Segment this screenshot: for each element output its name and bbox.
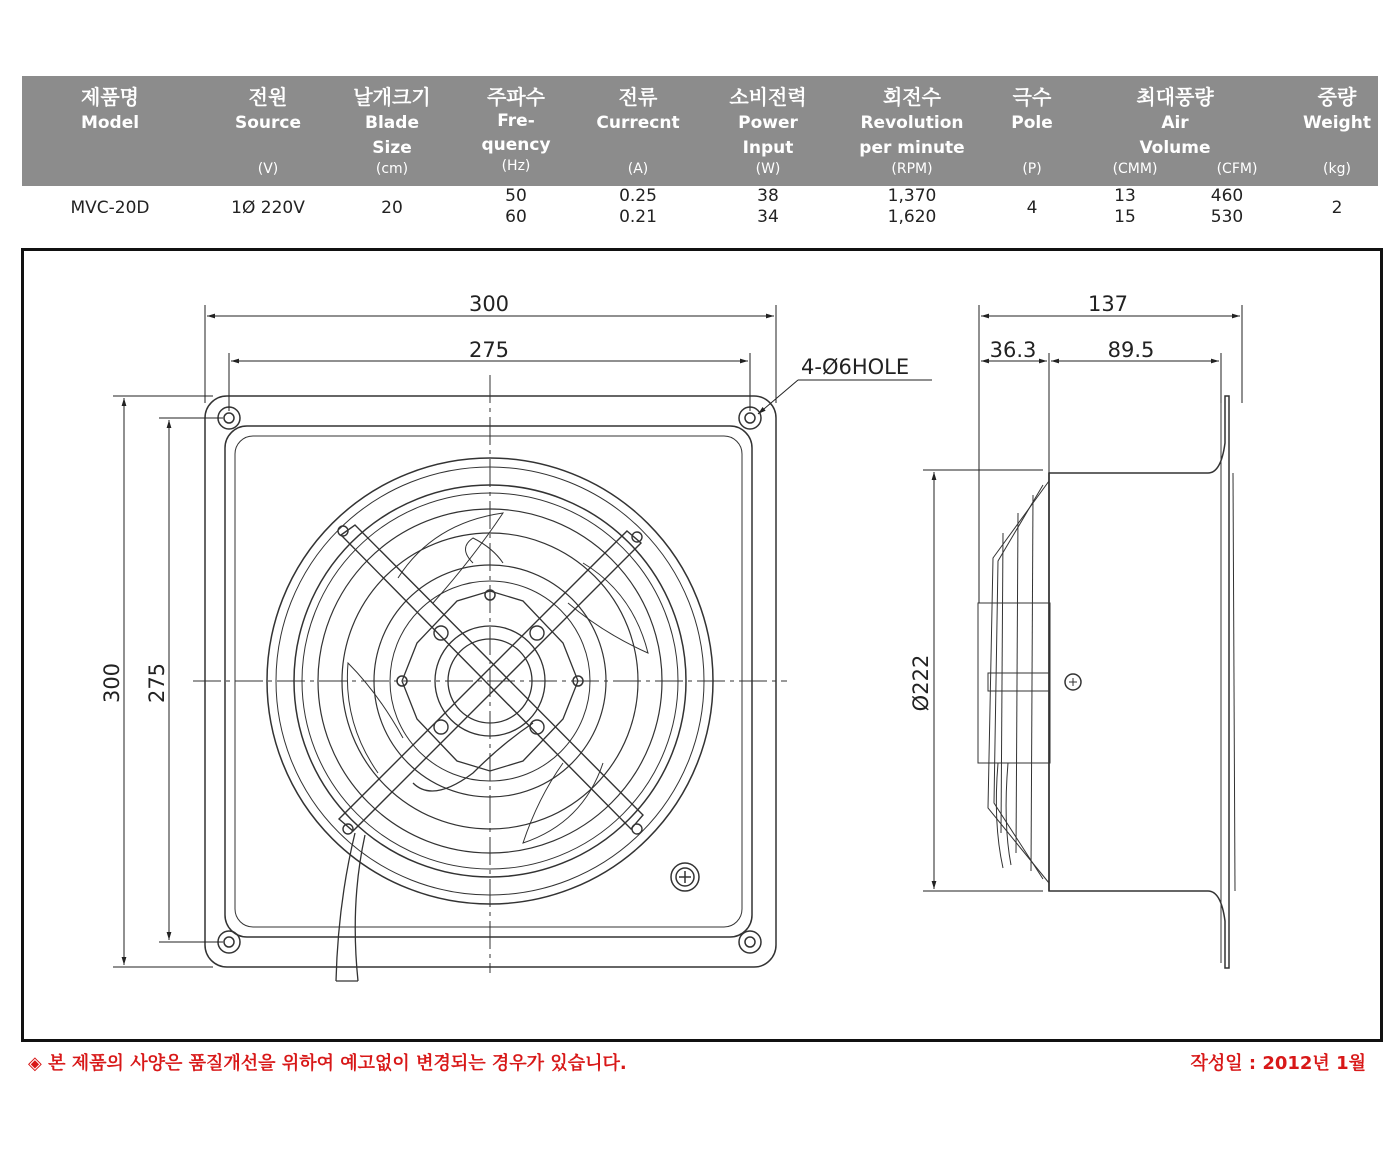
header-blade-ko: 날개크기 xyxy=(353,85,431,109)
header-blade-en: Blade Size xyxy=(365,113,419,158)
value-weight: 2 xyxy=(1331,198,1343,218)
value-power-50: 38 xyxy=(757,186,779,206)
header-current-unit: (A) xyxy=(627,161,649,177)
dim-side-depth-total: 137 xyxy=(1087,292,1129,316)
value-model: MVC-20D xyxy=(70,198,150,218)
header-blade xyxy=(332,76,452,186)
header-rpm xyxy=(842,76,982,186)
header-rpm-unit: (RPM) xyxy=(891,161,933,177)
header-rpm-en: Revolution per minute xyxy=(859,113,965,158)
value-cmm-60: 15 xyxy=(1114,207,1136,227)
header-power-ko: 소비전력 xyxy=(729,85,807,109)
side-motor-body xyxy=(978,603,1050,763)
header-current-ko: 전류 xyxy=(618,85,658,109)
value-freq-60: 60 xyxy=(505,207,527,227)
spec-table-header xyxy=(22,76,1378,186)
technical-drawing-frame xyxy=(21,248,1383,1042)
header-model-ko: 제품명 xyxy=(81,85,139,109)
header-pole xyxy=(977,76,1087,186)
value-rpm-60: 1,620 xyxy=(887,207,937,227)
header-freq-en: Fre- quency xyxy=(481,111,551,155)
dim-side-depth-b: 89.5 xyxy=(1107,338,1155,362)
side-dimensions xyxy=(923,305,1242,891)
header-pole-en: Pole xyxy=(1011,113,1053,133)
value-cfm-50: 460 xyxy=(1210,186,1244,206)
dim-front-height-holes: 275 xyxy=(145,662,169,704)
dim-side-depth-a: 36.3 xyxy=(989,338,1037,362)
header-blade-unit: (cm) xyxy=(375,161,409,177)
header-pole-ko: 극수 xyxy=(1012,85,1052,109)
header-weight xyxy=(1292,76,1382,186)
header-power-en: Power Input xyxy=(738,113,798,158)
header-airvolume-cmm: (CMM) xyxy=(1112,161,1158,177)
technical-drawing xyxy=(24,251,1380,1039)
value-source: 1Ø 220V xyxy=(231,198,305,218)
value-blade: 20 xyxy=(381,198,403,218)
header-current xyxy=(578,76,698,186)
header-airvolume xyxy=(1090,76,1260,186)
header-model-en: Model xyxy=(80,113,140,133)
value-rpm-50: 1,370 xyxy=(887,186,937,206)
header-weight-en: Weight xyxy=(1303,113,1371,133)
side-view xyxy=(978,396,1235,968)
header-weight-unit: (kg) xyxy=(1323,161,1351,177)
header-rpm-ko: 회전수 xyxy=(883,85,941,109)
dim-front-height-outer: 300 xyxy=(100,662,124,704)
header-source xyxy=(208,76,328,186)
header-freq-unit: (Hz) xyxy=(501,158,531,174)
value-cfm-60: 530 xyxy=(1210,207,1244,227)
dim-hole-callout: 4-Ø6HOLE xyxy=(801,355,910,379)
header-power-unit: (W) xyxy=(755,161,781,177)
header-airvolume-ko: 최대풍량 xyxy=(1136,85,1214,109)
header-freq xyxy=(456,76,576,186)
header-source-unit: (V) xyxy=(257,161,279,177)
header-freq-ko: 주파수 xyxy=(487,85,545,109)
value-cmm-50: 13 xyxy=(1114,186,1136,206)
dim-front-width-holes: 275 xyxy=(468,338,510,362)
value-current-60: 0.21 xyxy=(619,207,657,227)
value-freq-50: 50 xyxy=(505,186,527,206)
footer-date: 작성일 : 2012년 1월 xyxy=(1190,1053,1366,1074)
side-cable xyxy=(996,763,1011,868)
header-current-en: Currecnt xyxy=(596,113,680,133)
header-airvolume-cfm: (CFM) xyxy=(1216,161,1258,177)
header-weight-ko: 중량 xyxy=(1317,85,1357,109)
header-model xyxy=(50,76,170,186)
header-source-en: Source xyxy=(234,113,302,133)
dim-front-width-outer: 300 xyxy=(468,292,510,316)
header-source-ko: 전원 xyxy=(248,85,288,109)
header-power xyxy=(708,76,828,186)
value-power-60: 34 xyxy=(757,207,779,227)
header-airvolume-en: Air Volume xyxy=(1139,113,1211,158)
ground-screw-icon xyxy=(671,863,699,891)
header-pole-unit: (P) xyxy=(1022,161,1042,177)
value-pole: 4 xyxy=(1026,198,1038,218)
dim-side-diameter: Ø222 xyxy=(909,654,933,712)
value-current-50: 0.25 xyxy=(619,186,657,206)
footer-disclaimer: ◈ 본 제품의 사양은 품질개선을 위하여 예고없이 변경되는 경우가 있습니다. xyxy=(28,1053,627,1074)
